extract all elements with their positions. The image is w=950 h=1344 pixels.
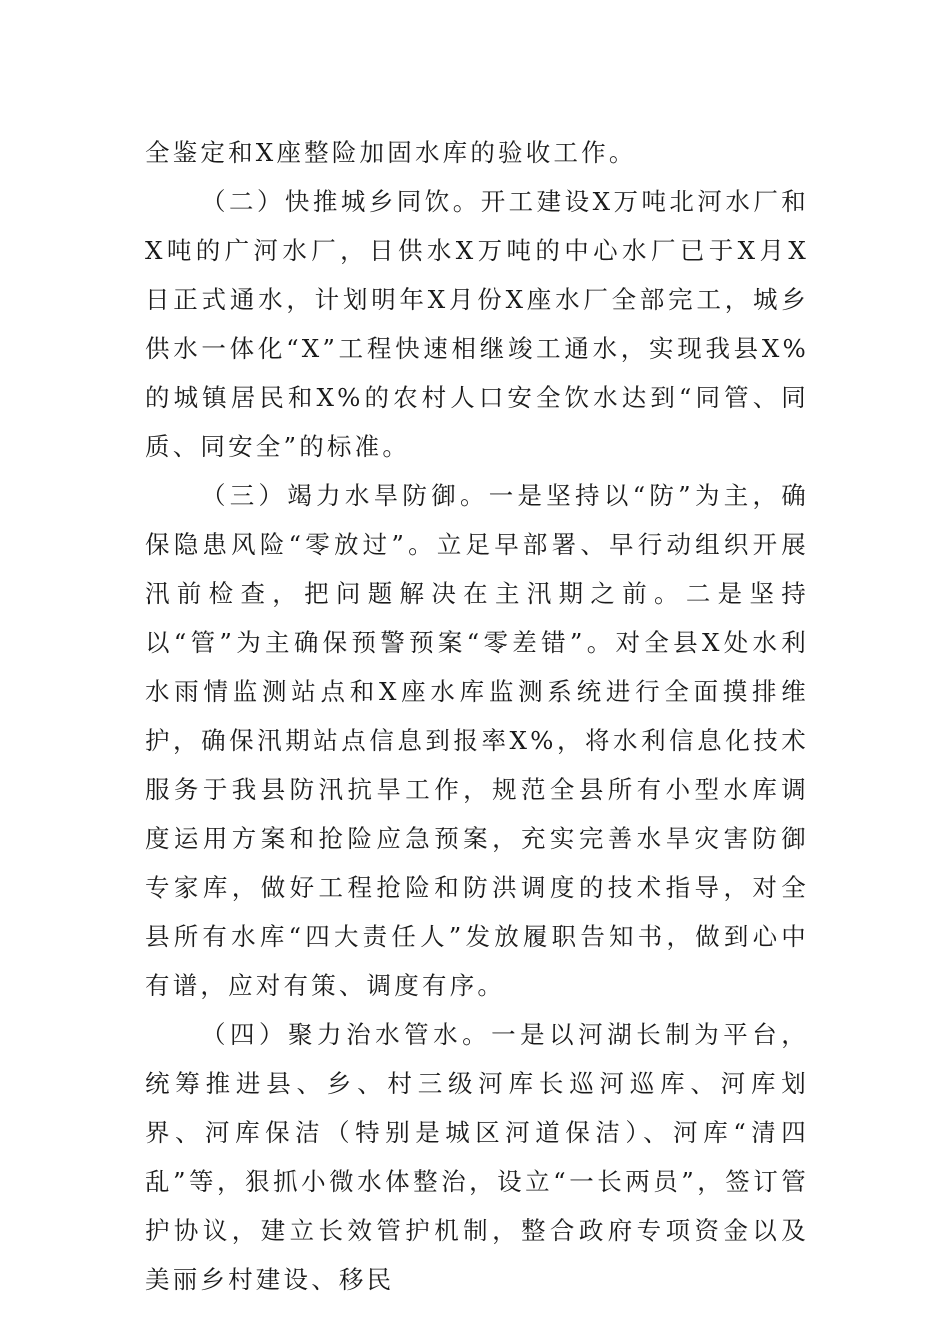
body-text (145, 128, 809, 1304)
paragraph-section-4: （四）聚力治水管水。一是以河湖长制为平台，统筹推进县、乡、村三级河库长巡河巡库、河库划界、河库保洁（特别是城区河道保洁）、河库“清四乱”等，狠抓小微水体整治，设立“一长两员”，签订管护协议，建立长效管护机制，整合政府专项资金以及美丽乡村建设、移民 (145, 1020, 809, 1294)
paragraph-section-2: （二）快推城乡同饮。开工建设X万吨北河水厂和X吨的广河水厂，日供水X万吨的中心水厂已于X月X日正式通水，计划明年X月份X座水厂全部完工，城乡供水一体化“X”工程快速相继竣工通水，实现我县X%的城镇居民和X%的农村人口安全饮水达到“同管、同质、同安全”的标准。 (145, 187, 809, 461)
paragraph-continuation: 全鉴定和X座整险加固水库的验收工作。 (145, 138, 637, 167)
paragraph-section-3: （三）竭力水旱防御。一是坚持以“防”为主，确保隐患风险“零放过”。立足早部署、早行动组织开展汛前检查，把问题解决在主汛期之前。二是坚持以“管”为主确保预警预案“零差错”。对全县X处水利水雨情监测站点和X座水库监测系统进行全面摸排维护，确保汛期站点信息到报率X%，将水利信息化技术服务于我县防汛抗旱工作，规范全县所有小型水库调度运用方案和抢险应急预案，充实完善水旱灾害防御专家库，做好工程抢险和防洪调度的技术指导，对全县所有水库“四大责任人”发放履职告知书，做到心中有谱，应对有策、调度有序。 (145, 481, 809, 1000)
